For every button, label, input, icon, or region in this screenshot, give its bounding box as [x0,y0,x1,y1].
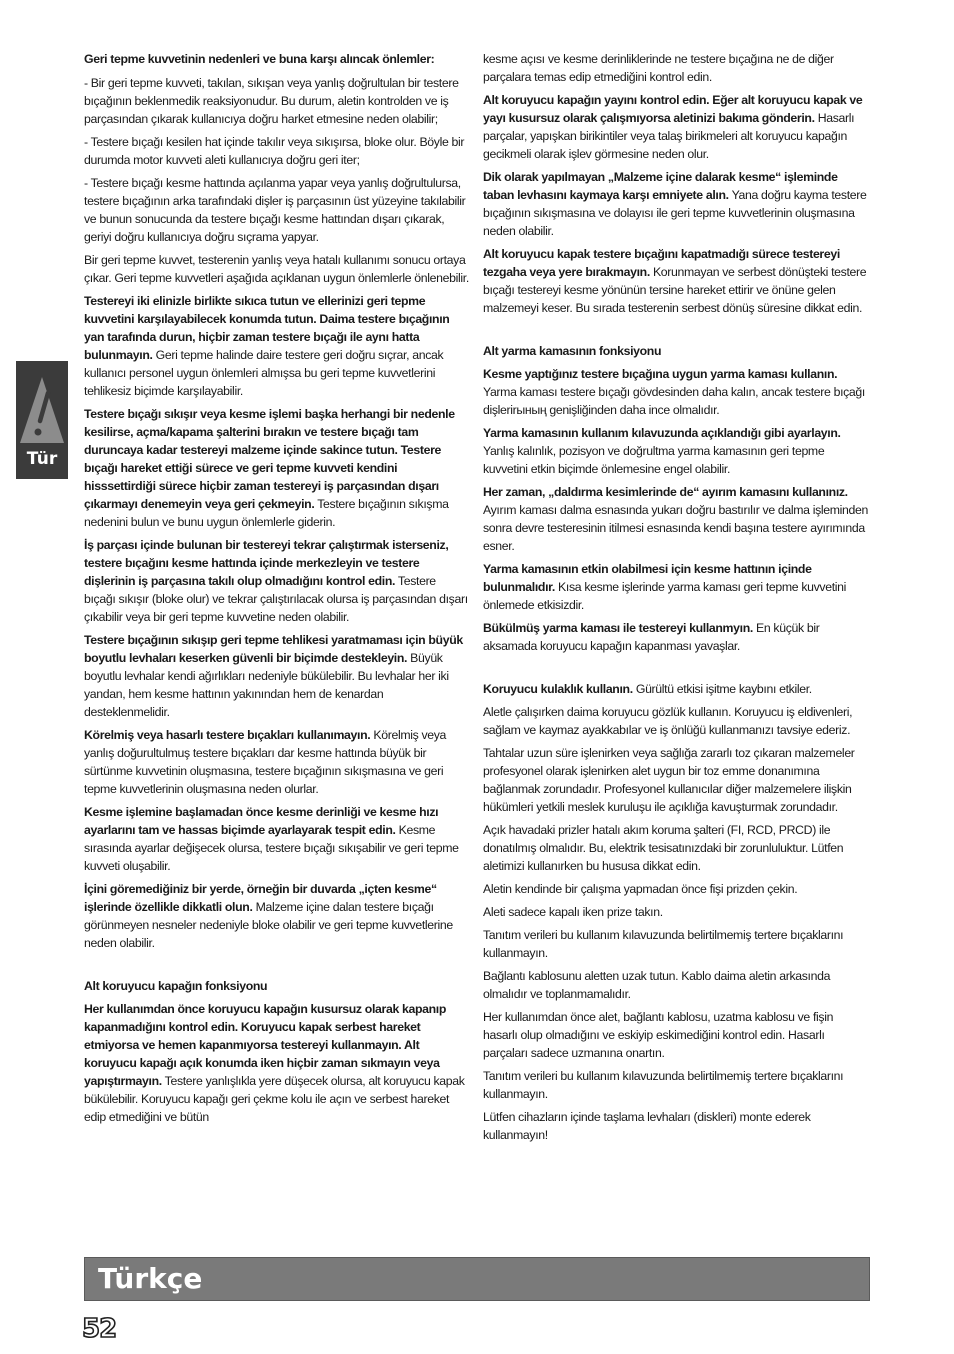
paragraph [84,1000,469,1126]
body-text: Testere yanlışlıkla yere düşecek olursa, alt koruyucu kapak bükülebilir. Koruyucu kapağı geri çekme kolu ile açın ve serbest hareket edip etmediğini ve bütün [84,1074,465,1124]
paragraph: kesme açısı ve kesme derinliklerinde ne testere bıçağına ne de diğer parçalara temas edip etmediğini kontrol edin. [483,52,834,84]
bold-text: Bükülmüş yarma kaması ile testereyi kullanmyın. [483,621,753,635]
body-text: Ayırım kaması dalma esnasında yukarı doğru bastırılır ve dalma işleminden sonra devre testeresinin itilmesi esnasında kendi başına testere ayırımında esner. [483,503,868,553]
paragraph: Aletle çalışırken daima koruyucu gözlük kullanın. Koruyucu iş eldivenleri, sağlam ve kaymaz ayakkabılar ve iş önlüğü kullanmanızı tavsiye ederiz. [483,705,853,737]
paragraph [483,168,870,240]
body-text: En küçük bir aksamada koruyucu kapağın kapanması yavaşlar. [483,621,820,653]
paragraph [483,365,870,419]
paragraph [483,560,870,614]
body-text: Testere bıçağının sıkışma nedenini bulun ve bunu uygun önlemlerle giderin. [84,497,449,529]
paragraph: - Testere bıçağı kesme hattında açılanma yapar veya yanlış doğrultulursa, testere bıçağının arka tarafındaki dişler iş parçasının üst yüzeyine takılabilir ve bunun sonucunda da testere bıçağı kesme hattından dışarı çıkarak, geriyi doğru kullanıcıya doğru sıçrama yapyar. [84,176,466,244]
bold-text: Kesme yaptığınız testere bıçağına uygun yarma kaması kullanın. [483,367,838,381]
bold-text: Körelmiş veya hasarlı testere bıçakları kullanımayın. [84,728,371,742]
paragraph [84,292,469,400]
paragraph [483,245,870,317]
bold-text: Dik olarak yapılmayan „Malzeme içine dalarak kesme“ işleminde taban levhasını kaymaya karşı emniyete alın. [483,170,838,202]
language-title: Türkçe [98,1262,203,1295]
bold-text: İçini göremediğiniz bir yerde, örneğin bir duvarda „içten kesme“ işlerinde özellikle dikkatli olun. [84,882,437,914]
paragraph: Tanıtım verileri bu kullanım kılavuzunda belirtilmemiş tertere bıçaklarını kullanmayın. [483,1069,844,1101]
paragraph [84,631,469,721]
tab-language-label: Tür [26,449,58,469]
paragraph: Aletin kendinde bir çalışma yapmadan önce fişi prizden çekin. [483,882,798,896]
body-text: Kısa kesme işlerinde yarma kaması geri tepme kuvvetini önlemede etkisizdir. [483,580,847,612]
paragraph [84,880,469,952]
body-text: Geri tepme halinde daire testere geri doğru sıçrar, ancak kullanıcı personel uygun önlemleri almışsa bu geri tepme kuvvetlerini tehlikesiz biçimde karşılayabilir. [84,348,444,398]
body-text: Körelmiş veya yanlış doğurultulmuş testere bıçakları dar kesme hattında büyük bir sürtünme kuvvetinin oluşmasına, testere bıçağının sıkışmasına ve geri tepme kuvvetlerinin oluşmasına neden olurlar. [84,728,447,796]
left-column [84,50,469,1131]
page-number: 52 [82,1314,117,1344]
paragraph [483,680,870,698]
bold-text: Testereyi iki elinizle birlikte sıkıca tutun ve ellerinizi geri tepme kuvvetini karşılayabilecek konumda tutun. Daima testere bıçağının yan tarafında durun, hiçbir zaman testere bıçağı ile aynı hatta bulunmayın. [84,294,450,362]
paragraph [483,619,870,655]
lower-guard-heading: Alt koruyucu kapağın fonksiyonu [84,979,268,993]
paragraph [84,726,469,798]
paragraph [84,536,469,626]
language-banner [84,1257,870,1301]
paragraph: Aleti sadece kapalı iken prize takın. [483,905,663,919]
paragraph: Her kullanımdan önce alet, bağlantı kablosu, uzatma kablosu ve fişin hasarlı olup olmadığını ve eskiyip eskimediğini kontrol edin. Hasarlı parçaları sadece uzmanına onartın. [483,1010,834,1060]
body-text: Büyük boyutlu levhalar kendi ağırlıkları nedeniyle bükülebilir. Bu levhalar her iki yandan, hem kesme hattının yakınından hem de kenardan desteklenmelidir. [84,651,449,719]
body-text: Kesme sırasında ayarlar değişecek olursa, testere bıçağı sıkışabilir ve geri tepme kuvveti oluşabilir. [84,823,459,873]
paragraph [84,405,469,531]
paragraph [483,91,870,163]
paragraph: Lütfen cihazların içinde taşlama levhaları (diskleri) monte ederek kullanmayın! [483,1110,811,1142]
bold-text: Testere bıçağının sıkışıp geri tepme tehlikesi yaratmaması için büyük boyutlu levhaları keserken güvenli bir biçimde destekleyin. [84,633,463,665]
paragraph [84,803,469,875]
body-text: Hasarlı parçalar, yapışkan birikintiler veya talaş birikmeleri alt koruyucu kapağın gecikmeli olarak işlev görmesine neden olur. [483,111,855,161]
warning-tab [16,361,68,479]
paragraph: - Testere bıçağı kesilen hat içinde takılır veya sıkışırsa, bloke olur. Böyle bir durumda motor kuvveti aleti kullanıcıya doğru geri iter; [84,135,465,167]
paragraph: Tahtalar uzun süre işlenirken veya sağlığa zararlı toz çıkaran malzemeler profesyonel olarak işlenirken alet uygun bir toz emme donanımına bağlanmak zorundadır. Profesyonel kullanıcılar diğer malzemelere ilişkin hükümleri yetkili meslek kuruluşu ile açıklığa kavuşturmak zorundadır. [483,746,855,814]
bold-text: Alt koruyucu kapak testere bıçağını kapatmadığı sürece testereyi tezgaha veya yere bırakmayın. [483,247,840,279]
bold-text: Kesme işlemine başlamadan önce kesme derinliği ve kesme hızı ayarlarını tam ve hassas biçimde ayarlayarak tespit edin. [84,805,439,837]
paragraph: Bağlantı kablosunu aletten uzak tutun. Kablo daima aletin arkasında olmalıdır ve toplanmamalıdır. [483,969,831,1001]
bold-text: Testere bıçağı sıkışır veya kesme işlemi başka herhangi bir nedenle kesilirse, açma/kapama şalterini bırakın ve testere bıçağı tam duruncaya kadar testereyi malzeme içinde sakince tutun. Testere bıçağı hareket ettiği sürece ve geri tepme kuvveti kendini hisssettirdiği sürece hiçbir zaman testereyi iş parçasından dışarı çıkarmayı denemeyin veya geri çekmeyin. [84,407,455,511]
bold-text: Yarma kamasının kullanım kılavuzunda açıklandığı gibi ayarlayın. [483,426,841,440]
riving-knife-heading: Alt yarma kamasının fonksiyonu [483,344,662,358]
paragraph [483,424,870,478]
body-text: Yana doğru kayma testere bıçağının sıkışmasına ve dolayısı ile geri tepme kuvvetlerinin oluşmasına neden olabilir. [483,188,867,238]
body-text: Malzeme içine dalan testere bıçağı görünmeyen nesneler nedeniyle bloke olabilir ve geri tepme kuvvetlerine neden olabilir. [84,900,453,950]
bold-text: İş parçası içinde bulunan bir testereyi tekrar çalıştırmak isterseniz, testere bıçağını kesme hattında içinde merkezleyin ve testere dişlerinin iş parçasına takılı olup olmadığını kontrol edin. [84,538,449,588]
bold-text: Her zaman, „daldırma kesimlerinde de“ ayırım kamasını kullanınız. [483,485,848,499]
bold-text: Alt koruyucu kapağın yayını kontrol edin. Eğer alt koruyucu kapak ve yayı kusursuz olarak çalışmıyorsa aletinizi bakıma gönderin. [483,93,863,125]
right-column [483,50,870,1149]
body-text: Yarma kaması testere bıçağı gövdesinden daha kalın, ancak testere bıçağı dişlerirының genişliğinden daha ince olmalıdır. [483,385,865,417]
warning-triangle-icon [18,371,66,447]
paragraph: - Bir geri tepme kuvveti, takılan, sıkışan veya yanlış doğrultulan bir testere bıçağının beklenmedik reaksiyonudur. Bu durum, aletin kontrolden ve iş parçasından çıkarak kullanıcıya doğru harket etmesine neden olabilir; [84,76,459,126]
paragraph: Bir geri tepme kuvvet, testerenin yanlış veya hatalı kullanımı sonucu ortaya çıkar. Geri tepme kuvvetleri aşağıda açıklanan uygun önlemlerle önlenebilir. [84,253,469,285]
bold-text: Her kullanımdan önce koruyucu kapağın kusursuz olarak kapanıp kapanmadığını kontrol edin. Koruyucu kapak serbest hareket etmiyorsa ve hemen kapanmıyorsa testereyi kullanmayın. Alt koruyucu kapağı açık konumda iken hiçbir zaman sıkmayın veya yapıştırmayın. [84,1002,447,1088]
bold-text: Yarma kamasının etkin olabilmesi için kesme hattının içinde bulunmalıdır. [483,562,812,594]
paragraph: Tanıtım verileri bu kullanım kılavuzunda belirtilmemiş tertere bıçaklarını kullanmayın. [483,928,844,960]
body-text: Yanlış kalınlık, pozisyon ve doğrultma yarma kamasının geri tepme kuvvetini etkin biçimde önlemesine engel olabilir. [483,444,825,476]
paragraph [483,483,870,555]
bold-text: Koruyucu kulaklık kullanın. [483,682,633,696]
body-text: Testere bıçağı sıkışır (bloke olur) ve tekrar çalıştırılacak olursa iş parçasından dışarı çıkabilir veya bir geri tepme kuvvetine neden olabilir. [84,574,468,624]
body-text: Korunmayan ve serbest dönüşteki testere bıçağı testereyi kesme yönünün tersine hareket ettirir ve önüne gelen malzemeyi keser. Bu sırada testerenin serbest dönüş süresine dikkat edin. [483,265,867,315]
paragraph: Açık havadaki prizler hatalı akım koruma şalteri (FI, RCD, PRCD) ile donatılmış olmalıdır. Bu, elektrik tesisatınızdaki bir zorunluluktur. Lütfen aletimizi kullanırken bu hususa dikkat edin. [483,823,844,873]
kickback-heading: Geri tepme kuvvetinin nedenleri ve buna karşı alıncak önlemler: [84,52,435,66]
body-text: Gürültü etkisi işitme kaybını etkiler. [632,682,812,696]
